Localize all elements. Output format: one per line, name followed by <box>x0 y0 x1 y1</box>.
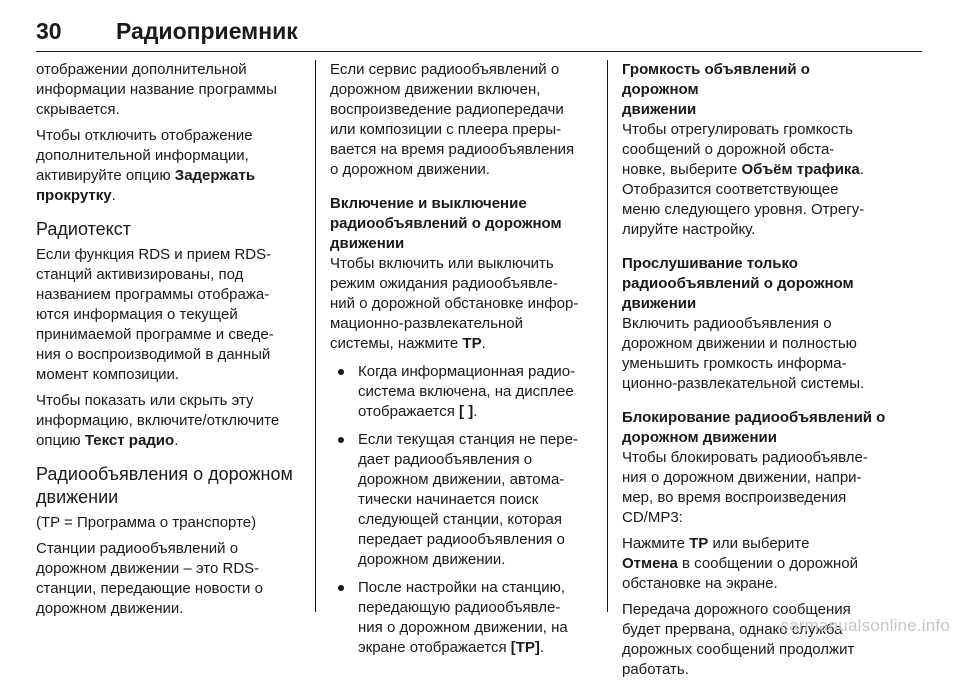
list-item <box>330 430 592 570</box>
paragraph <box>36 126 298 206</box>
button-name: TP <box>689 535 709 552</box>
page-number: 30 <box>36 18 62 44</box>
option-name: Отмена <box>622 555 678 572</box>
column-1 <box>36 60 298 619</box>
paragraph: Передача дорожного сообщения будет прервана, однако служба дорожных сообщений продолжит работать. <box>622 601 855 678</box>
option-name: Задержать прокрутку <box>36 167 256 204</box>
paragraph: Если функция RDS и прием RDS- станций активизированы, под названием программы отобража- ются информация о текущей принимаемой программе и сведе- ния о воспроизводимой в данный момент композиции. <box>36 246 274 383</box>
text: Когда информационная радио- система включена, на дисплее отображается <box>358 363 576 420</box>
text: в сообщении о дорожной обстановке на экране. <box>622 555 858 592</box>
section-heading-traffic: Радиообъявления о дорожном движении <box>36 464 293 507</box>
paragraph: Если сервис радиообъявлений о дорожном движении включен, воспроизведение радиопередачи или композиции с плеера преры- вается на время радиообъявления о дорожном движении. <box>330 61 575 178</box>
text: Чтобы показать или скрыть эту информацию, включите/отключите опцию <box>36 392 280 449</box>
paragraph: Станции радиообъявлений о дорожном движении – это RDS- станции, передающие новости о дорожном движении. <box>36 540 263 617</box>
paragraph: Включить радиообъявления о дорожном движении и полностью уменьшить громкость информа- ционно-развлекательной системы. <box>622 315 865 392</box>
subheading: Блокирование радиообъявлений о дорожном движении <box>622 409 886 446</box>
subheading: Включение и выключение радиообъявлений о дорожном движении <box>330 195 562 252</box>
text: Чтобы отрегулировать громкость сообщений о дорожной обста- новке, выберите <box>622 121 853 178</box>
text: . <box>539 639 545 656</box>
header-divider <box>36 51 922 52</box>
text: . <box>473 403 478 420</box>
column-2 <box>330 60 592 658</box>
text: . <box>481 335 486 352</box>
text: или выберите <box>712 535 810 552</box>
bullet-icon <box>338 585 344 591</box>
paragraph: (TP = Программа о транспорте) <box>36 514 257 531</box>
subheading: Прослушивание только радиообъявлений о дорожном движении <box>622 255 854 312</box>
display-symbol: [ ] <box>459 403 474 420</box>
list-item <box>330 362 592 422</box>
subheading: Громкость объявлений о дорожном движении <box>622 61 810 118</box>
text: Чтобы отключить отображение дополнительной информации, активируйте опцию <box>36 127 253 184</box>
text: После настройки на станцию, передающую радиообъявле- ния о дорожном движении, на экране отображается <box>358 579 568 656</box>
paragraph: отображении дополнительной информации название программы скрывается. <box>36 61 277 118</box>
option-name: Текст радио <box>84 432 175 449</box>
paragraph <box>622 534 888 594</box>
text: Чтобы включить или выключить режим ожидания радиообъявле- ний о дорожной обстановке инфор- мационно-развлекательной системы, нажмите <box>330 255 579 352</box>
display-symbol: [TP] <box>510 639 540 656</box>
paragraph: Чтобы блокировать радиообъявле- ния о дорожном движении, напри- мер, во время воспроизведения CD/MP3: <box>622 449 868 526</box>
page-title: Радиоприемник <box>116 18 298 44</box>
bullet-icon <box>338 369 344 375</box>
list-item <box>330 578 592 658</box>
section-heading-radiotext: Радиотекст <box>36 219 131 239</box>
bullet-list <box>330 362 592 658</box>
watermark: carmanualsonline.info <box>780 616 950 635</box>
text: . <box>174 432 179 449</box>
text: Если текущая станция не пере- дает радиообъявления о дорожном движении, автома- тически начинается поиск следующей станции, которая передает радиообъявления о дорожном движении. <box>358 431 578 568</box>
text: Нажмите <box>622 535 690 552</box>
button-name: TP <box>462 335 482 352</box>
option-name: Объём трафика <box>741 161 860 178</box>
column-3 <box>622 60 888 680</box>
paragraph <box>330 254 592 354</box>
text: . <box>111 187 116 204</box>
paragraph <box>36 391 298 451</box>
page-header <box>36 14 922 48</box>
column-divider <box>607 60 608 612</box>
paragraph <box>622 120 888 240</box>
bullet-icon <box>338 437 344 443</box>
column-divider <box>315 60 316 612</box>
text: . Отобразится соответствующее меню следующего уровня. Отрегу- лируйте настройку. <box>622 161 865 238</box>
